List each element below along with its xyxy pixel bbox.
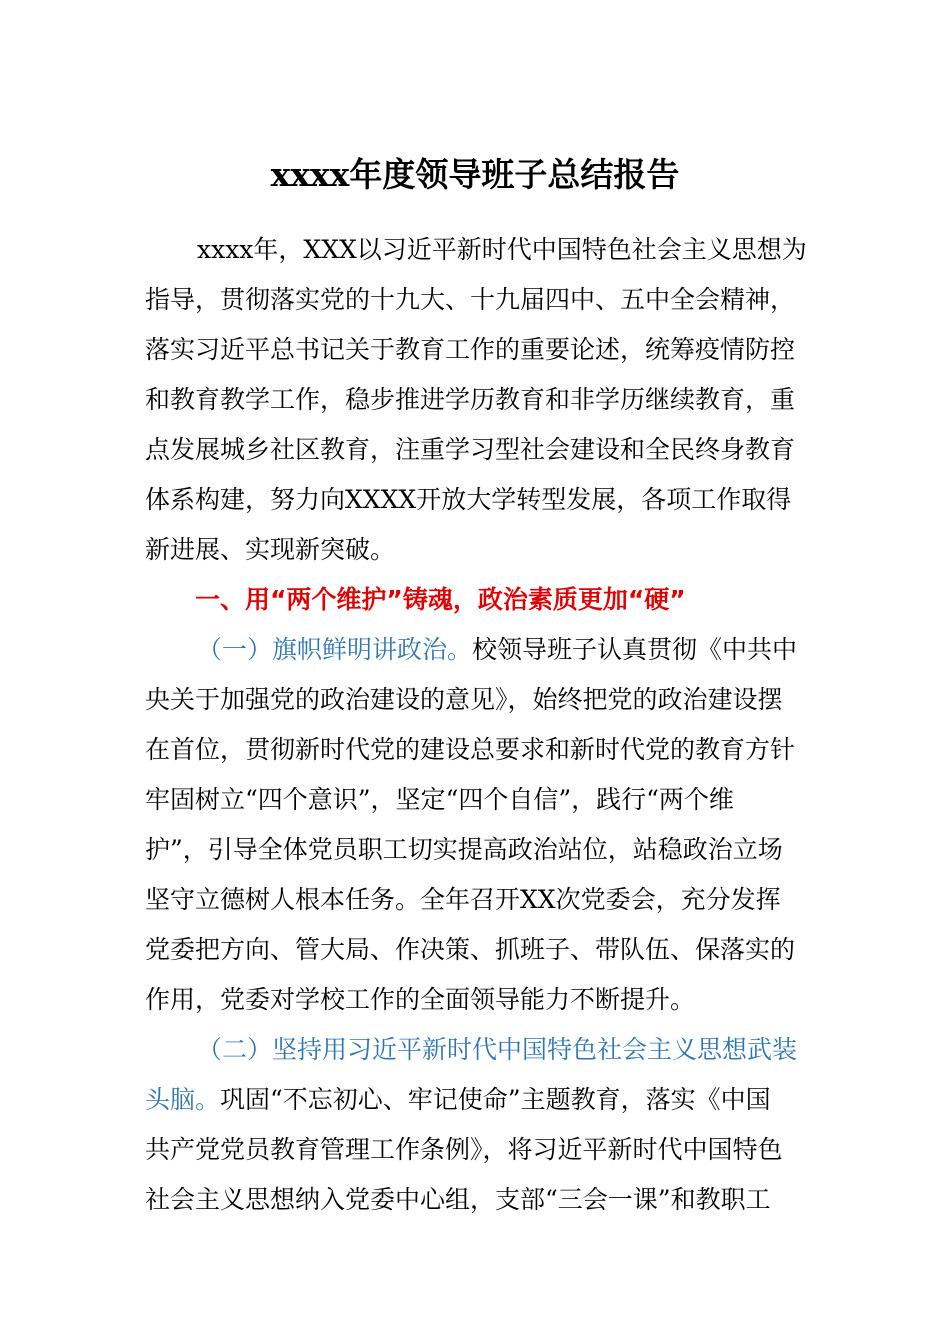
- subsection-2-paragraph: [145, 1025, 810, 1225]
- paragraph-line: [145, 1075, 810, 1125]
- subsection-heading-end: 头脑。: [145, 1085, 221, 1114]
- paragraph-line: 共产党党员教育管理工作条例》，将习近平新时代中国特色: [145, 1135, 783, 1164]
- paragraph-line: 作用，党委对学校工作的全面领导能力不断提升。: [145, 985, 696, 1014]
- document-title: xxxx年度领导班子总结报告: [270, 155, 680, 194]
- paragraph-line: 点发展城乡社区教育，注重学习型社会建设和全民终身教育: [145, 435, 796, 464]
- paragraph-line: xxxx年，XXX以习近平新时代中国特色社会主义思想为: [197, 235, 807, 264]
- paragraph-line: 央关于加强党的政治建设的意见》，始终把党的政治建设摆: [145, 685, 783, 714]
- paragraph-text: 校领导班子认真贯彻《中共中: [472, 635, 798, 664]
- paragraph-line: 牢固树立“四个意识”，坚定“四个自信”，践行“两个维: [145, 785, 734, 814]
- paragraph-line: 护”，引导全体党员职工切实提高政治站位，站稳政治立场: [145, 835, 783, 864]
- paragraph-line: 体系构建，努力向XXXX开放大学转型发展，各项工作取得: [145, 485, 792, 514]
- paragraph-line: 党委把方向、管大局、作决策、抓班子、带队伍、保落实的: [145, 935, 796, 964]
- paragraph-line: 指导，贯彻落实党的十九大、十九届四中、五中全会精神，: [145, 285, 796, 314]
- paragraph-line: 坚守立德树人根本任务。全年召开XX次党委会，充分发挥: [145, 885, 781, 914]
- paragraph-line: 落实习近平总书记关于教育工作的重要论述，统筹疫情防控: [145, 335, 796, 364]
- paragraph-line: 和教育教学工作，稳步推进学历教育和非学历继续教育，重: [145, 385, 796, 414]
- paragraph-line: 新进展、实现新突破。: [145, 535, 396, 564]
- subsection-1-paragraph: [145, 625, 810, 1025]
- paragraph-line: 在首位，贯彻新时代党的建设总要求和新时代党的教育方针: [145, 735, 796, 764]
- paragraph-line: [145, 625, 810, 675]
- subsection-heading: （一）旗帜鲜明讲政治。: [197, 635, 473, 664]
- paragraph-line: 社会主义思想纳入党委中心组，支部“三会一课”和教职工: [145, 1185, 771, 1214]
- subsection-heading: （二）坚持用习近平新时代中国特色社会主义思想武装: [197, 1035, 798, 1064]
- intro-paragraph: [145, 225, 810, 575]
- paragraph-text: 巩固“不忘初心、牢记使命”主题教育，落实《中国: [220, 1085, 771, 1114]
- section-heading: 一、用“两个维护”铸魂，政治素质更加“硬”: [195, 585, 686, 614]
